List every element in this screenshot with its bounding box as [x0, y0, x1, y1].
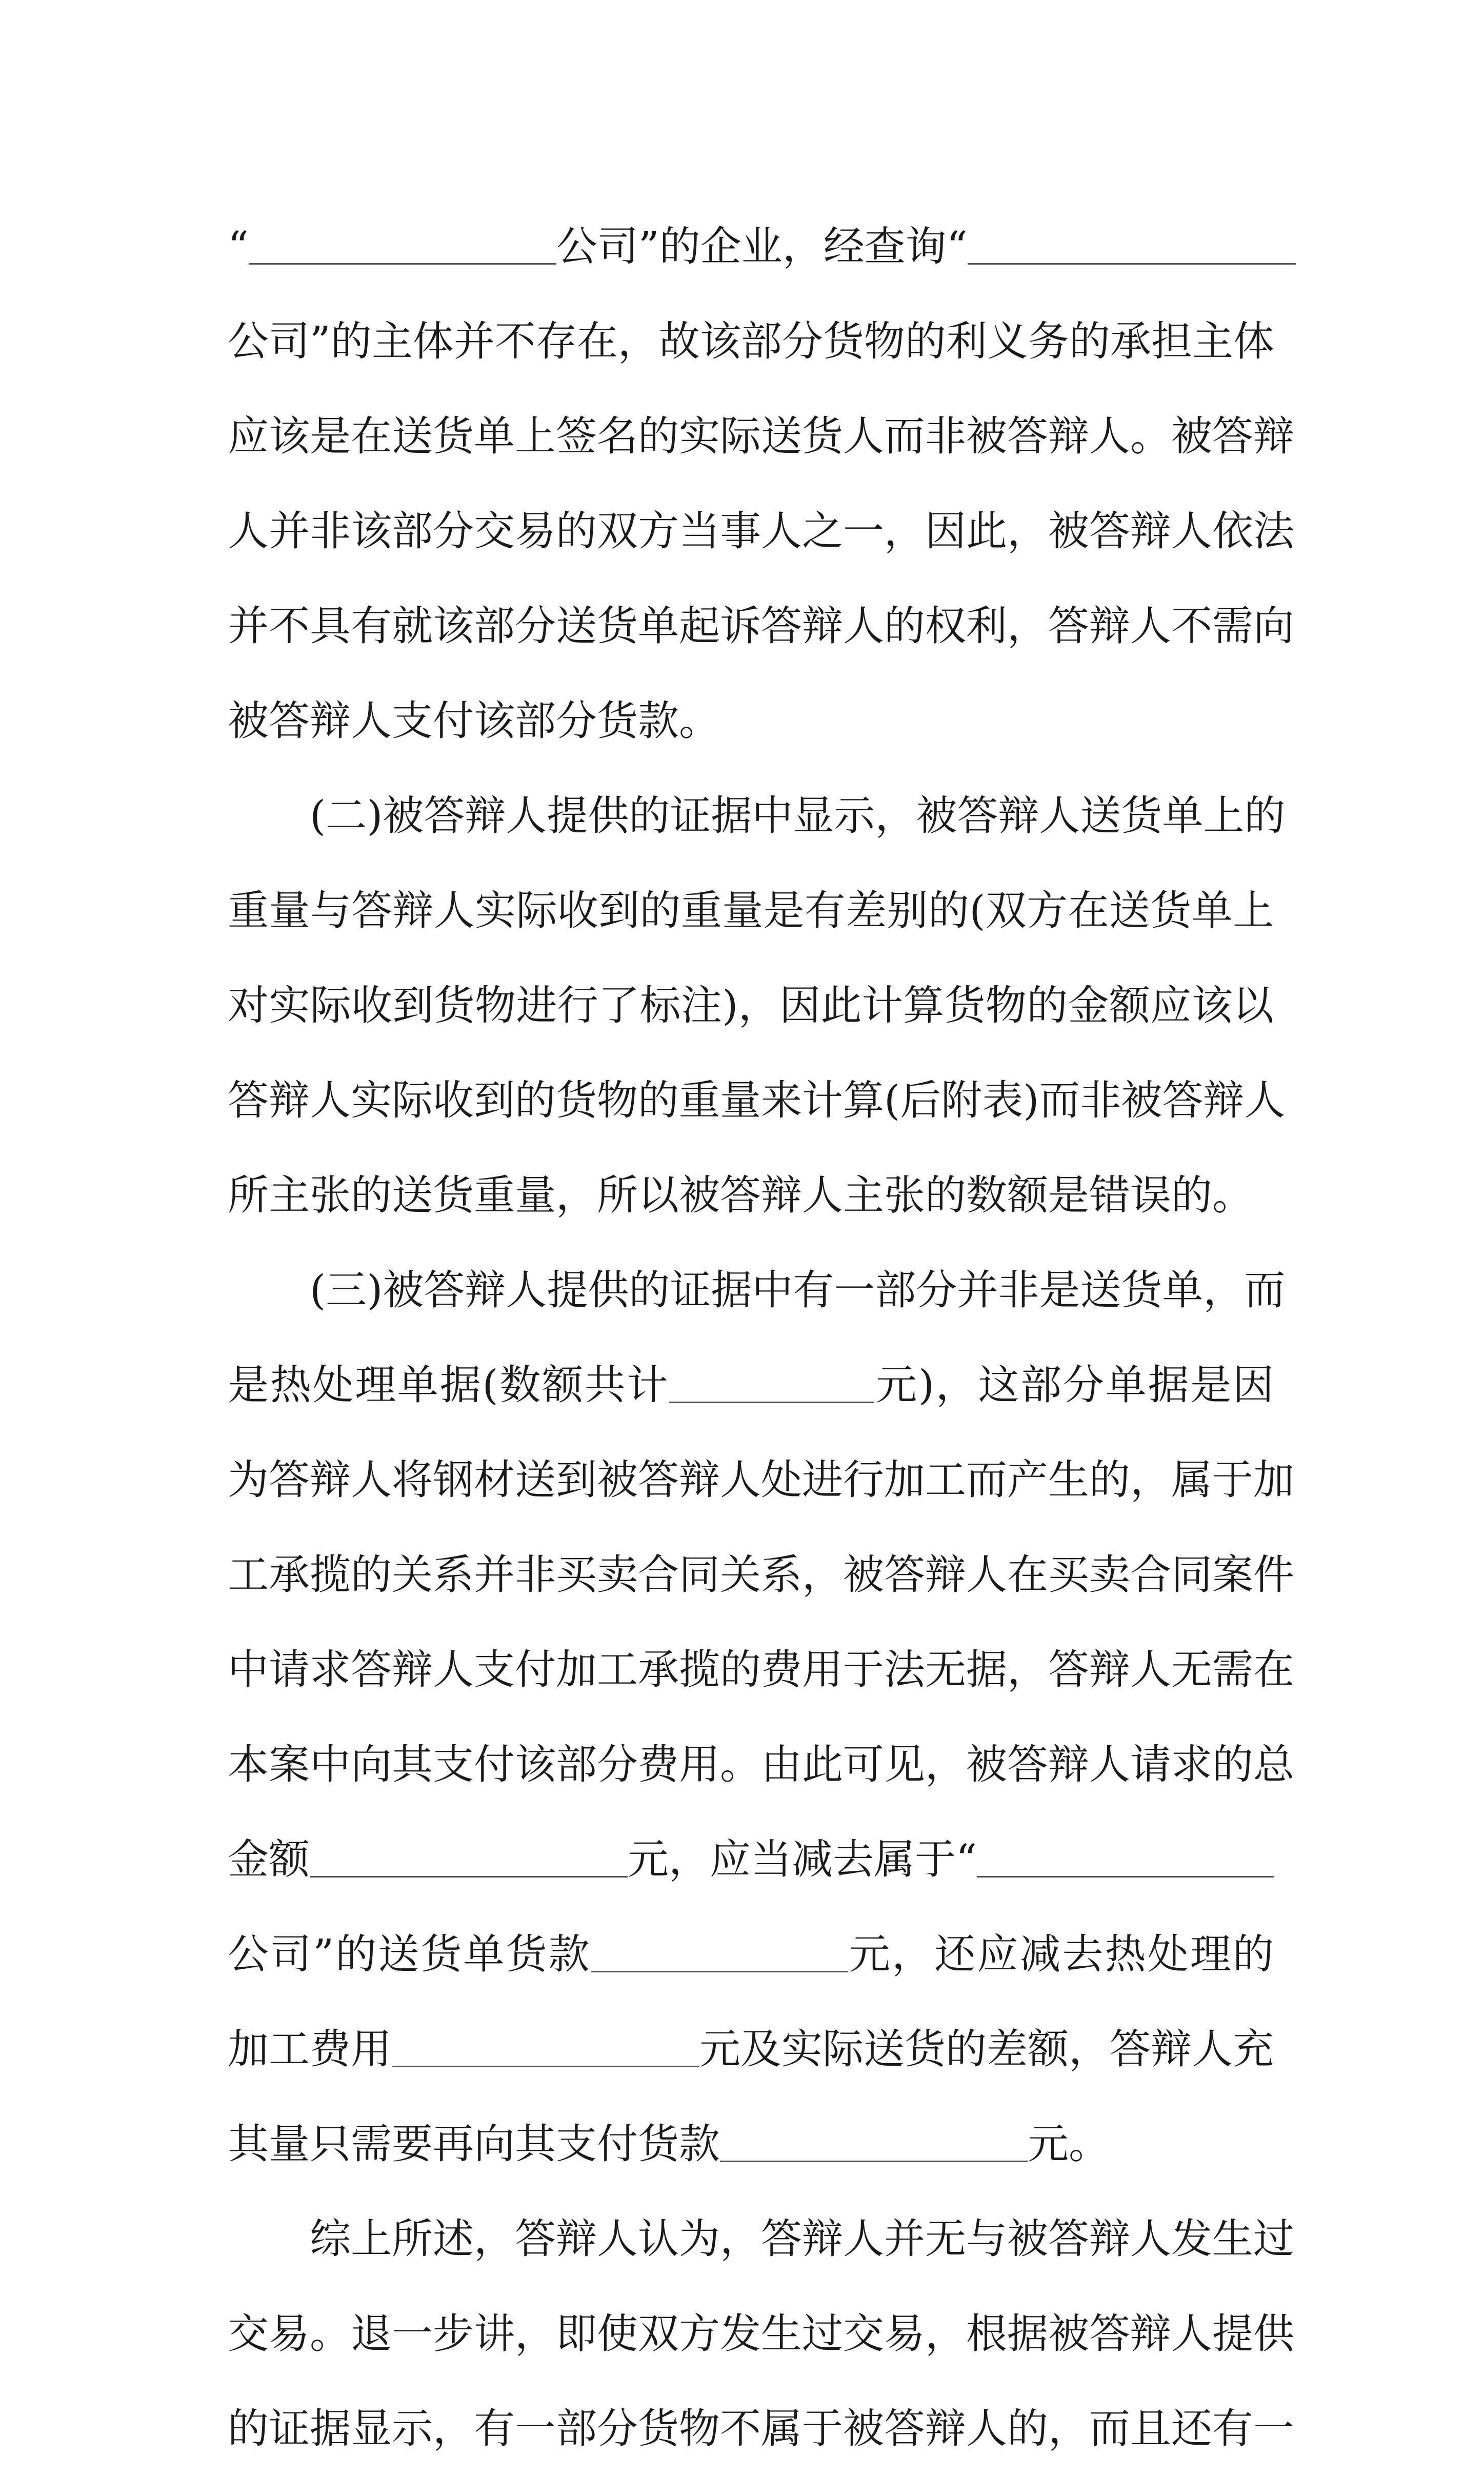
text-segment: 公司”的企业，经查询“: [556, 223, 968, 270]
text-segment: 元及实际送货的差额，答辩人充: [699, 2025, 1274, 2073]
text-line: 为答辩人将钢材送到被答辩人处进行加工而产生的，属于加: [228, 1456, 1294, 1504]
paragraph-2-start: (二)被答辩人提供的证据中显示，被答辩人送货单上的: [310, 792, 1286, 840]
text-segment: 加工费用: [228, 2025, 392, 2073]
text-segment: 金额: [228, 1835, 310, 1883]
text-line: 被答辩人支付该部分货款。: [228, 697, 720, 745]
text-line: 并不具有就该部分送货单起诉答辩人的权利，答辩人不需向: [228, 602, 1294, 650]
text-line: 人并非该部分交易的双方当事人之一，因此，被答辩人依法: [228, 507, 1294, 555]
text-line: 对实际收到货物进行了标注)，因此计算货物的金额应该以: [228, 982, 1274, 1029]
text-line: 工承揽的关系并非买卖合同关系，被答辩人在买卖合同案件: [228, 1551, 1294, 1599]
blank-company-name: [977, 1840, 1274, 1878]
text-line: [228, 2002, 1274, 2096]
text-segment: 元。: [1028, 2120, 1110, 2168]
text-line: 重量与答辩人实际收到的重量是有差别的(双方在送货单上: [228, 887, 1274, 934]
text-segment: 是热处理单据(数额共计: [228, 1361, 670, 1409]
text-line: 答辩人实际收到的货物的重量来计算(后附表)而非被答辩人: [228, 1076, 1286, 1124]
blank-amount: [591, 1935, 848, 1972]
blank-amount: [720, 2125, 1028, 2162]
text-segment: 其量只需要再向其支付货款: [228, 2120, 720, 2168]
text-line: 所主张的送货重量，所以被答辩人主张的数额是错误的。: [228, 1171, 1253, 1219]
text-line: 应该是在送货单上签名的实际送货人而非被答辩人。被答辩: [228, 412, 1294, 460]
text-line: [228, 1812, 1274, 1907]
blank-company-name: [249, 227, 556, 265]
text-line: [228, 199, 1274, 294]
blank-amount: [392, 2030, 699, 2067]
text-segment: 元，还应减去热处理的: [847, 1930, 1274, 1978]
text-segment: 元)，这部分单据是因: [874, 1361, 1274, 1409]
paragraph-4-start: 综上所述，答辩人认为，答辩人并无与被答辩人发生过: [310, 2215, 1294, 2263]
paragraph-3-start: (三)被答辩人提供的证据中有一部分并非是送货单，而: [310, 1266, 1286, 1314]
text-segment: 公司”的送货单货款: [228, 1930, 591, 1978]
text-line: [228, 1907, 1274, 2002]
blank-amount: [669, 1366, 874, 1403]
document-body: [228, 199, 1294, 2476]
text-line: 公司”的主体并不存在，故该部分货物的利义务的承担主体: [228, 317, 1274, 365]
text-line: 交易。退一步讲，即使双方发生过交易，根据被答辩人提供: [228, 2310, 1294, 2358]
text-line: 中请求答辩人支付加工承揽的费用于法无据，答辩人无需在: [228, 1646, 1294, 1693]
blank-amount: [310, 1840, 628, 1878]
text-line: 的证据显示，有一部分货物不属于被答辩人的，而且还有一: [228, 2405, 1294, 2452]
text-segment: 元，应当减去属于“: [628, 1835, 977, 1883]
text-line: [228, 1337, 1274, 1432]
text-segment: “: [228, 223, 249, 270]
text-line: [228, 2096, 1274, 2191]
text-line: 本案中向其支付该部分费用。由此可见，被答辩人请求的总: [228, 1741, 1294, 1788]
blank-company-name: [968, 227, 1296, 265]
